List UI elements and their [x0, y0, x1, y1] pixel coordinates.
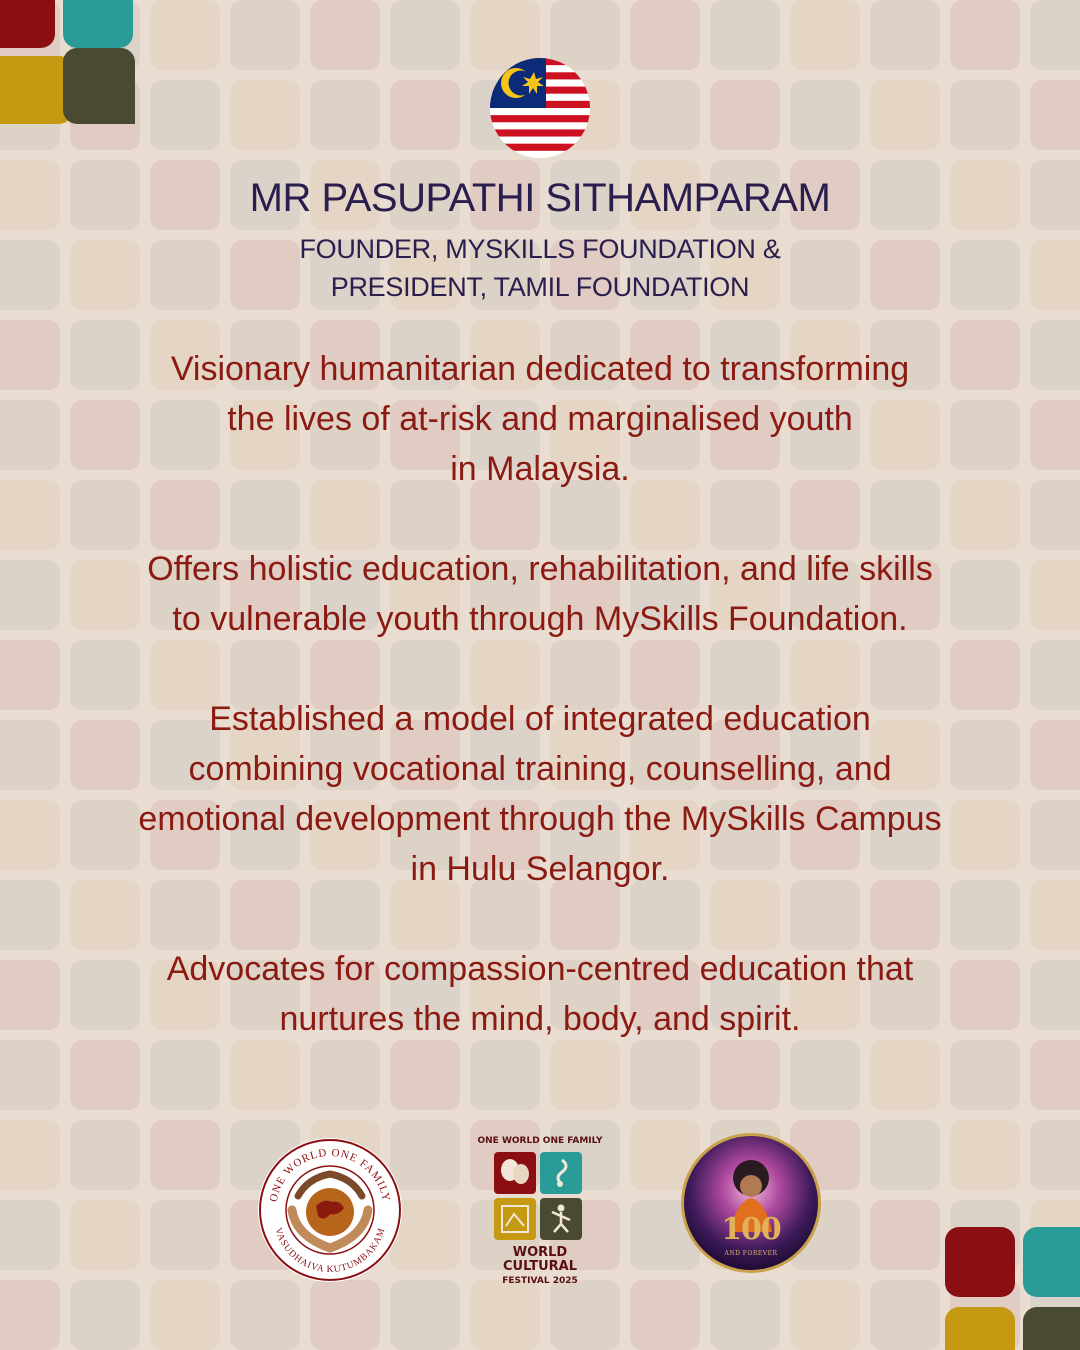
background-tile — [0, 400, 60, 470]
festival-tile-music-icon — [540, 1152, 582, 1194]
paragraph-line: Advocates for compassion-centred education that — [166, 950, 914, 988]
mosaic-square-maroon — [945, 1227, 1015, 1297]
paragraph-line: nurtures the mind, body, and spirit. — [279, 1000, 801, 1038]
logo-ring-bottom-text: VASUDHAIVA KUTUMBAKAM — [272, 1226, 388, 1276]
paragraph-2 — [100, 544, 980, 644]
mosaic-square-teal — [1023, 1227, 1080, 1297]
paragraph-3 — [100, 694, 980, 894]
paragraph-4 — [100, 944, 980, 1044]
one-world-one-family-logo — [256, 1136, 404, 1284]
background-tile — [1030, 400, 1080, 470]
background-tile — [710, 80, 780, 150]
background-tile — [70, 1280, 140, 1350]
paragraph-line: Offers holistic education, rehabilitation, and life skills — [147, 550, 933, 588]
background-tile — [230, 1280, 300, 1350]
logo-ring-top-text: ONE WORLD ONE FAMILY — [267, 1146, 393, 1204]
background-tile — [950, 80, 1020, 150]
background-tile — [630, 1040, 700, 1110]
background-tile — [790, 1040, 860, 1110]
background-tile — [710, 0, 780, 70]
background-tile — [1030, 880, 1080, 950]
festival-logo-top-text: ONE WORLD ONE FAMILY — [477, 1136, 603, 1146]
background-tile — [1030, 80, 1080, 150]
role-line-2: PRESIDENT, TAMIL FOUNDATION — [330, 272, 750, 302]
background-tile — [0, 880, 60, 950]
background-tile — [390, 1280, 460, 1350]
paragraph-line: to vulnerable youth through MySkills Foundation. — [172, 600, 908, 638]
paragraph-line: in Hulu Selangor. — [410, 850, 670, 888]
background-tile — [70, 1120, 140, 1190]
background-tile — [1030, 720, 1080, 790]
background-tile — [310, 1280, 380, 1350]
background-tile — [150, 1040, 220, 1110]
background-tile — [390, 0, 460, 70]
malaysia-flag-icon — [490, 58, 590, 158]
background-tile — [150, 0, 220, 70]
background-tile — [870, 1200, 940, 1270]
background-tile — [70, 1200, 140, 1270]
background-tile — [1030, 960, 1080, 1030]
background-tile — [870, 0, 940, 70]
role-line-1: FOUNDER, MYSKILLS FOUNDATION & — [299, 234, 781, 264]
festival-tile-dance-icon — [540, 1198, 582, 1240]
background-tile — [1030, 480, 1080, 550]
background-tile — [0, 1040, 60, 1110]
paragraph-line: Established a model of integrated education — [209, 700, 871, 738]
festival-logo-line-1: WORLD — [512, 1245, 568, 1260]
background-tile — [0, 640, 60, 710]
background-tile — [310, 80, 380, 150]
background-tile — [1030, 320, 1080, 390]
paragraph-line: combining vocational training, counselling, and — [188, 750, 892, 788]
background-tile — [150, 1120, 220, 1190]
background-tile — [390, 80, 460, 150]
festival-logo-line-2: CULTURAL — [502, 1259, 577, 1274]
background-tile — [550, 1040, 620, 1110]
background-tile — [870, 80, 940, 150]
world-cultural-festival-logo — [476, 1134, 604, 1294]
background-tile — [790, 0, 860, 70]
background-tile — [0, 800, 60, 870]
background-tile — [550, 0, 620, 70]
background-tile — [1030, 640, 1080, 710]
paragraph-1 — [100, 344, 980, 494]
background-tile — [150, 80, 220, 150]
background-tile — [0, 320, 60, 390]
background-tile — [0, 1120, 60, 1190]
background-tile — [950, 0, 1020, 70]
festival-tile-drama-icon — [494, 1152, 536, 1194]
hundred-years-number: 100 — [721, 1212, 781, 1247]
background-tile — [0, 480, 60, 550]
background-tile — [870, 1040, 940, 1110]
mosaic-square-teal — [63, 0, 133, 48]
festival-logo-mosaic — [494, 1152, 582, 1240]
background-tile — [70, 1040, 140, 1110]
background-tile — [0, 1200, 60, 1270]
background-tile — [470, 1040, 540, 1110]
background-tile — [630, 80, 700, 150]
mosaic-square-maroon — [0, 0, 55, 48]
mosaic-square-olive — [1023, 1307, 1080, 1350]
background-tile — [950, 1040, 1020, 1110]
hundred-years-subtext: AND FOREVER — [724, 1250, 778, 1257]
background-tile — [630, 1280, 700, 1350]
background-tile — [310, 0, 380, 70]
paragraph-line: emotional development through the MySkills Campus — [138, 800, 942, 838]
festival-logo-line-3: FESTIVAL 2025 — [502, 1276, 578, 1286]
background-tile — [1030, 0, 1080, 70]
background-tile — [710, 1280, 780, 1350]
background-tile — [390, 1040, 460, 1110]
mosaic-square-olive — [63, 48, 135, 124]
background-tile — [0, 1280, 60, 1350]
mosaic-square-mustard — [945, 1307, 1015, 1350]
background-tile — [790, 80, 860, 150]
festival-tile-art-icon — [494, 1198, 536, 1240]
background-tile — [230, 0, 300, 70]
background-tile — [1030, 560, 1080, 630]
background-tile — [1030, 1120, 1080, 1190]
paragraph-line: the lives of at-risk and marginalised youth — [227, 400, 853, 438]
background-tile — [710, 1040, 780, 1110]
background-tile — [310, 1040, 380, 1110]
background-tile — [150, 1200, 220, 1270]
hundred-years-logo — [680, 1132, 822, 1274]
paragraph-line: Visionary humanitarian dedicated to transforming — [170, 350, 910, 388]
paragraph-line: in Malaysia. — [450, 450, 630, 488]
background-tile — [1030, 1040, 1080, 1110]
background-tile — [790, 1280, 860, 1350]
background-tile — [1030, 800, 1080, 870]
background-tile — [950, 1120, 1020, 1190]
background-tile — [630, 0, 700, 70]
background-tile — [230, 1040, 300, 1110]
background-tile — [0, 960, 60, 1030]
background-tile — [0, 720, 60, 790]
background-tile — [0, 560, 60, 630]
background-tile — [150, 1280, 220, 1350]
background-tile — [870, 1120, 940, 1190]
background-tile — [870, 1280, 940, 1350]
person-name: MR PASUPATHI SITHAMPARAM — [249, 176, 831, 220]
background-tile — [230, 80, 300, 150]
